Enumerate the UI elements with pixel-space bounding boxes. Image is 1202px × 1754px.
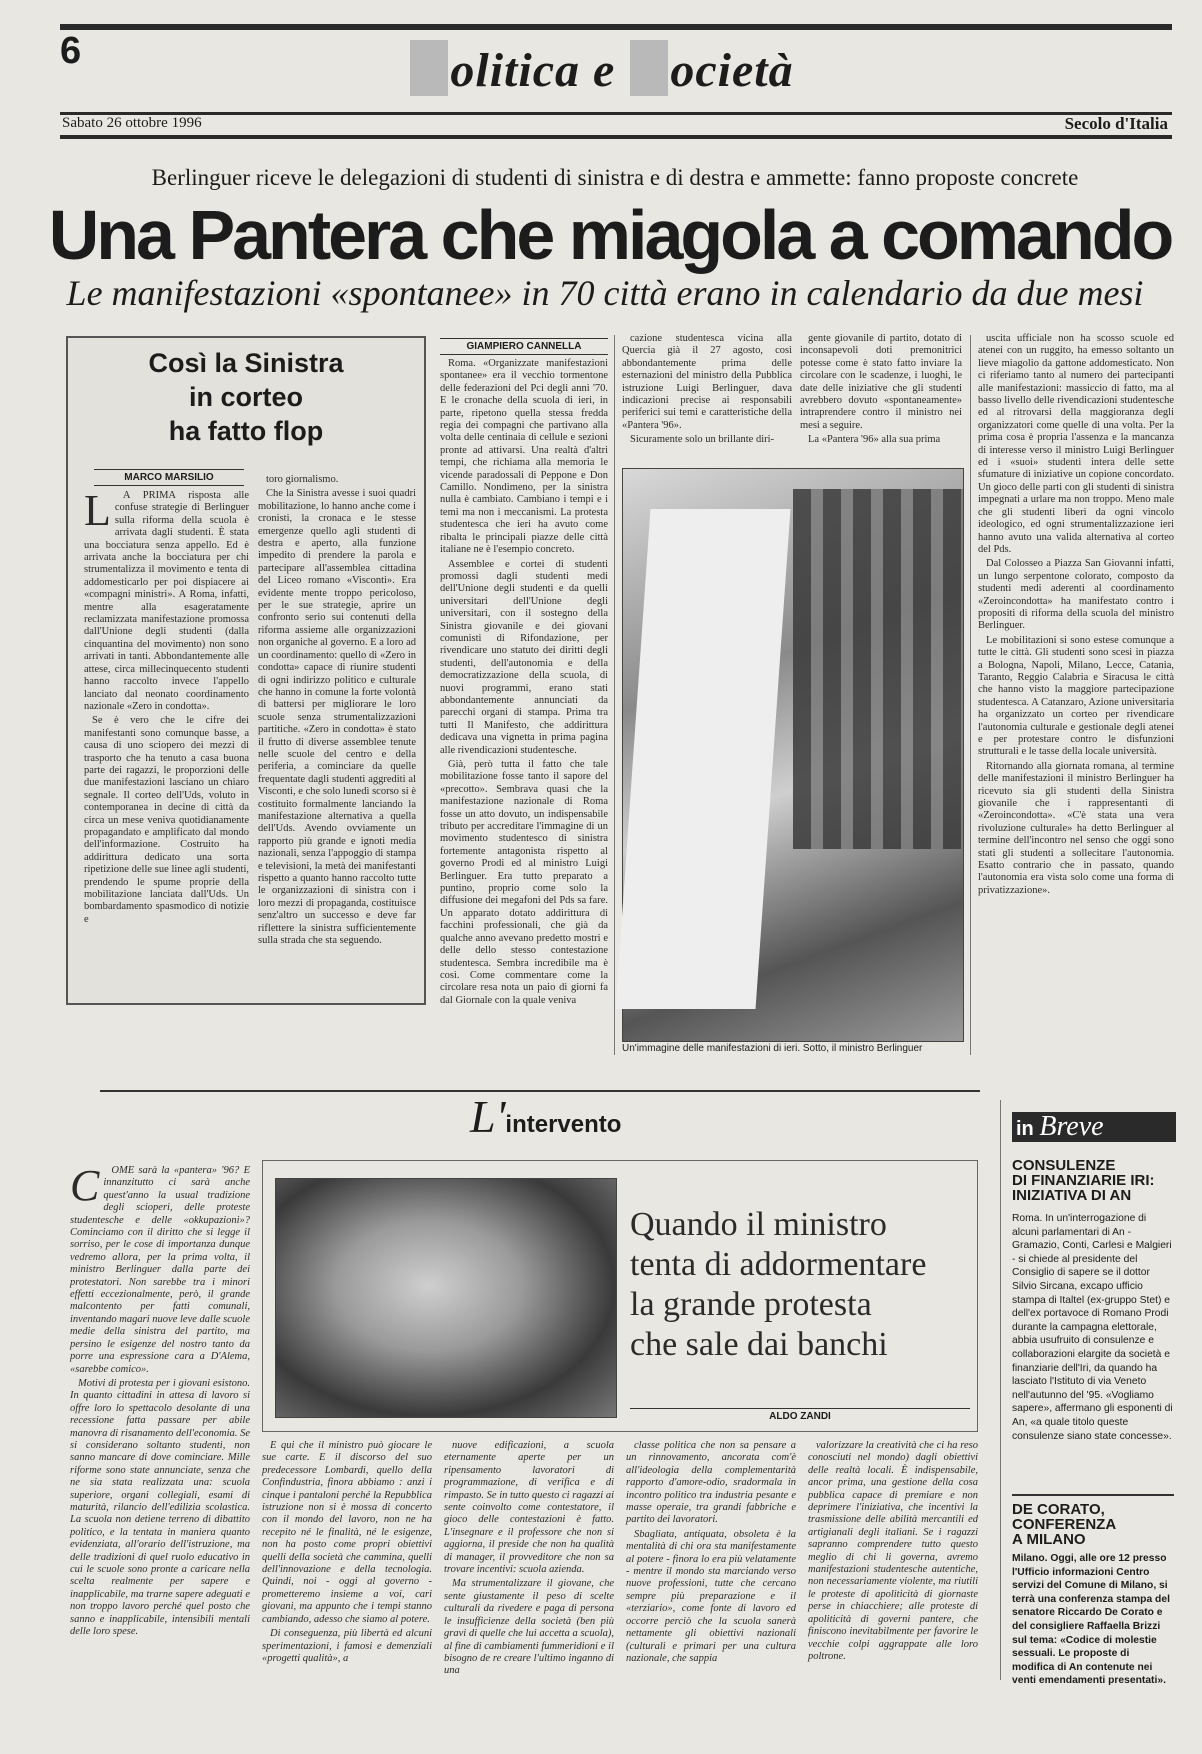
- top-rule: [60, 24, 1172, 30]
- header-rule-bottom: [60, 135, 1172, 139]
- paragraph: La «Pantera '96» alla sua prima: [808, 434, 941, 446]
- section-title-part2: ocietà: [670, 44, 794, 97]
- intervento-column-5: [808, 1440, 978, 1670]
- article-column-2: [622, 333, 792, 465]
- paragraph: cazione studentesca vicina alla Quercia già il 27 agosto, così abbondantemente prima delle esternazioni del ministro della Pubblica istruzione Luigi Berlinguer, dava indicazioni precise ai responsabili periferici sui temi e caratteristiche della «Pantera '96».: [622, 333, 792, 431]
- paragraph: Roma. «Organizzate manifestazioni spontanee» era il vecchio tormentone delle federazioni del Pci degli anni '70. E le cronache della scuola di ieri, in parte, ripetono quella stessa fredda regia dei compagni che partivano alla volta delle centinaia di cellule e sezioni pronte ad attivarsi. Una realtà d'altri tempi, che richiama alla memoria le vicende paradossali di Peppone e Don Camillo. Nondimeno, per la sinistra nulla è cambiato. Cambiano i tempi e i temi ma non i meccanismi. La protesta studentesca che ieri ha avuto come ribalta le principali piazze delle città italiane ne è l'esempio concreto.: [440, 358, 608, 556]
- photo-banner-shape: [616, 509, 791, 1009]
- intervento-column-3: [444, 1440, 614, 1677]
- paragraph: toro giornalismo.: [266, 474, 339, 485]
- brief-title-line: DI FINANZIARIE IRI:: [1012, 1172, 1155, 1189]
- intervento-heading: [470, 1090, 621, 1143]
- article-subhead: Le manifestazioni «spontanee» in 70 città erano in calendario da due mesi: [66, 273, 1144, 313]
- intervento-column-4: [626, 1440, 796, 1670]
- paragraph: Dal Colosseo a Piazza San Giovanni infatti, un lungo serpentone colorato, composto da studenti medi aderenti al coordinamento «Zeroincondotta» ha manifestato contro i propositi di riforma della scuola del ministro Berlinguer.: [978, 558, 1174, 632]
- paragraph: Sbagliata, antiquata, obsoleta è la mentalità di chi ora sta manifestamente al potere - finora lo era più velatamente - mentre il mondo sta marciando verso nuove professioni, tutte che cercano sempre più preparazione e il «terziario», come fonte di lavoro ed occorre perciò che la scuola sanerà nettamente gli obiettivi nazionali (culturali e primari per una cultura nazionale, che sappia: [626, 1528, 796, 1664]
- sidebar-title-line: ha fatto flop: [168, 416, 324, 446]
- paragraph: Ritornando alla giornata romana, al termine delle manifestazioni il ministro Berlinguer ha ricevuto sia gli studenti della Sinistra giovanile che i rappresentanti di «Zeroincondotta». «C'è stata una vera rivoluzione culturale» ha detto Berlinguer al termine dell'incontro nel senso che oggi sono stati gli studenti a sollecitare l'autonomia. Esatto contrario che in passato, quando l'autonomia era vista solo come una forma di privatizzazione».: [978, 760, 1174, 896]
- section-initial-s-box: [630, 40, 668, 96]
- paragraph: A PRIMA risposta alle confuse strategie di Berlinguer sulla riforma della scuola è arrivata dagli studenti. È stata una bocciatura senza appello. Ed è arrivata anche la bocciatura per chi strumentalizza il movimento e tenta di addomesticarlo per poi dispiacere ai «compagni ministri». A Roma, infatti, mentre alla esageratamente reclamizzata manifestazione promossa dall'Unione degli studenti (dalla cinquantina del movimento) non sono arrivati in tanti. Abbondantemente alle attese, circa millecinquecento studenti hanno raccolto invece l'appello lanciato dal neonato coordinamento nazionale «Zero in condotta».: [84, 490, 249, 712]
- article-kicker: Berlinguer riceve le delegazioni di studenti di sinistra e di destra e ammette: fanno proposte concrete: [151, 165, 1079, 190]
- pull-quote-line: tenta di addormentare: [630, 1246, 927, 1283]
- sidebar-title: [68, 346, 424, 448]
- brief-title: [1012, 1502, 1174, 1547]
- intervento-heading-text: intervento: [505, 1111, 622, 1138]
- section-initial-p-box: [410, 40, 448, 96]
- paragraph: valorizzare la creatività che ci ha reso conosciuti nel mondo) dagli obiettivi delle realtà locali. È indispensabile, ancor prima, una gestione della cosa pubblica capace di premiare e non deprimere l'iniziativa, che incentivi la trasmissione delle abilità mercantili ed artigianali degli italiani. Se i ragazzi sapranno comprendere tutto questo meglio di chi li governa, avremo manifestazioni studentesche autentiche, non necessariamente violente, ma riutili le proteste di apoliticità di giornaste perse in chiacchiere; alle proteste di apoliticità di governi pantere, che finiscono inevitabilmente per favorire le vecchie colpi aggrappate alle loro poltrone.: [808, 1440, 978, 1662]
- paragraph: Già, però tutta il fatto che tale mobilitazione fosse tanto il sapore del «precotto». Sembrava quasi che la manifestazione nazionale di Roma fosse un atto dovuto, un indispensabile tributo per accreditare l'immagine di un movimento studentesco di sinistra fortemente antagonista rispetto al governo Prodi ed al ministro Luigi Berlinguer. Era tutto preparato a puntino, proprio come solo la diffusione dei megafoni del Pds sa fare. Un apparato dotato addirittura di facchini professionali, che già da qualche anno avevano predetto mostri e delle dello stesso contestazione studentesca. Sembra incredibile ma è così. Come commentare come la circolare resa nota un paio di giorni fa dal Giornale con la quale veniva: [440, 759, 608, 1006]
- sidebar-box: [66, 336, 426, 1005]
- page-number: 6: [60, 30, 82, 72]
- pull-quote-line: Quando il ministro: [630, 1206, 887, 1243]
- pull-quote-line: che sale dai banchi: [630, 1326, 888, 1363]
- intervento-author: ALDO ZANDI: [630, 1408, 970, 1422]
- brief-title-line: INIZIATIVA DI AN: [1012, 1187, 1132, 1204]
- intervento-heading-initial: L': [470, 1091, 506, 1142]
- brief-divider: [1012, 1494, 1174, 1496]
- paragraph: gente giovanile di partito, dotato di inconsapevoli doti premonitrici potesse come è stato fatto inviare la circolare con le scadenze, i luoghi, le date delle iniziative che gli studenti avrebbero dovuto «spontaneamente» intraprendere contro il ministro nei mesi a seguire.: [800, 333, 962, 431]
- paragraph: uscita ufficiale non ha scosso scuole ed atenei con un ruggito, ha emesso soltanto un lieve miagolio da gattone addomesticato. Non ci riferiamo tanto al numero dei partecipanti alle manifestazioni: massiccio di fatto, ma al basso livello delle rivendicazioni studentesche ed al ritrovarsi della maggioranza degli organizzatori come quelle di una volta. Per la prima cosa è propria l'assenza e la mancanza di interesse verso il ministro Luigi Berlinguer ed i «suoi» studenti intera delle sette sfumature di iniziative un copione concordato. Un gioco delle parti con gli studenti di sinistra impegnati a urlare ma non troppo. Meno male che gli studenti liberi da ogni vincolo ideologico, ed ogni strumentalizzazione ieri hanno avuto una valida alternativa al corteo del Pds.: [978, 333, 1174, 555]
- article-column-3: [800, 333, 962, 465]
- brief-body: Roma. In un'interrogazione di alcuni parlamentari di An - Gramazio, Conti, Carlesi e Malgieri - si chiede al presidente del Consiglio di sapere se il dottor Silvio Sircana, excapo ufficio stampa di Italtel (ex-gruppo Stet) e dell'ex portavoce di Romano Prodi durante la campagna elettorale, abbia usufruito di consulenze e collaborazioni elargite da società e finanziarie dell'Iri, da quando ha lasciato l'Istituto di via Veneto nell'autunno del '95. «Vogliamo sapere», affermano gli esponenti di An, «a quale titolo queste consulenze siano state concesse».: [1012, 1213, 1173, 1442]
- intervento-column-1: [70, 1161, 250, 1670]
- paragraph: Di conseguenza, più libertà ed alcuni sperimentazioni, i famosi e demenziali «progetti qualità», a: [262, 1628, 432, 1664]
- column-divider: [970, 335, 971, 1055]
- paragraph: OME sarà la «pantera» '96? E innanzitutto ci sarà anche quest'anno la usual tradizione degli scioperi, delle proteste studentesche e delle «okkupazioni»? Cominciamo con il diritto che si legge il sorriso, per le cose di importanza dunque vedremo allora, per la prima volta, il ministro Berlinguer dalla parte dei protestatori. Non sarebbe tra i minori effetti eccezionalmente, però, il grande malcontento per fatti comunali, inventando magari nuove leve dalle scuole medie della sinistra del partito, ma persino le esigenze del nostro tanto da porre una espressione cara a D'Alema, «sarebbe comico».: [70, 1165, 250, 1375]
- paragraph: Le mobilitazioni si sono estese comunque a tutte le città. Gli studenti sono scesi in piazza a Bologna, Napoli, Milano, Lecce, Catania, Taranto, Reggio Calabria e Siracusa le città che hanno visto la maggiore partecipazione studentesca. A Catanzaro, Azione universitaria ha organizzato un corteo per rivendicare l'autonomia culturale e gestionale degli atenei e per protestare contro le disfunzioni strutturali e le tasse della locale università.: [978, 634, 1174, 758]
- brief-title-line: CONFERENZA: [1012, 1516, 1117, 1533]
- column-divider: [1000, 1100, 1001, 1680]
- article-column-1: [440, 358, 608, 1058]
- masthead-logo: Secolo d'Italia: [1064, 114, 1168, 133]
- drop-cap: L: [84, 486, 111, 535]
- in-breve-header: [1012, 1112, 1176, 1142]
- paragraph: Sicuramente solo un brillante diri-: [630, 434, 775, 446]
- brief-title-line: DE CORATO,: [1012, 1501, 1105, 1518]
- article-byline: GIAMPIERO CANNELLA: [440, 338, 608, 355]
- minister-photo: [275, 1178, 617, 1418]
- brief-title-line: A MILANO: [1012, 1531, 1086, 1548]
- sidebar-title-line: in corteo: [188, 382, 303, 412]
- section-title: [0, 40, 1202, 98]
- paragraph: Assemblee e cortei di studenti promossi dagli studenti medi dell'Unione degli studenti e da quelli universitari dell'Unione degli universitari, con il sostegno della Sinistra giovanile e dei giovani comunisti di Rifondazione, per rivendicare uno statuto dei diritti degli studenti, dell'autonomia e della democratizzazione della scuola, di nuovi programmi, erano stati abbondantemente annunciati da parecchi organi di stampa. Prima tra tutti Il Manifesto, che addirittura dedicava una vignetta in prima pagina alle rivendicazioni studentesche.: [440, 558, 608, 756]
- intervento-column-2: [262, 1440, 432, 1670]
- paragraph: Che la Sinistra avesse i suoi quadri mobilitazione, lo hanno anche come i cronisti, la cronaca e le stesse emergenze quello agli studenti di destra e aperto, alla funzione impedito di prendere la parola e partecipare all'assemblea cittadina del Liceo romano «Visconti». Era evidente mente troppo pericoloso, per le sue strategie, aprire un confronto serio sui contenuti della riforma assieme alle organizzazioni non organiche al governo. E a loro ad un coordinamento: quello di «Zero in condotta» capace di riunire studenti di ogni indirizzo politico e culturale che hanno in comune la forte volontà di battersi per migliorare le loro scuole senza strumentalizzazioni partitiche. «Zero in condotta» è stato il frutto di diverse assemblee tenute nelle scuole del centro e della periferia, a cominciare da quelle frequentate dagli studenti aggrediti al Visconti, e che solo lunedì scorso si è costituito formalmente lanciando la manifestazione alternativa a quella dell'Uds. Avendo ovviamente un rapporto più grande e ignoti media nazionali, senza l'appoggio di stampa e televisioni, la metà dei manifestanti rispetto a quanto hanno raccolto tutte le organizzazioni di sinistra con i loro mezzi di propaganda, costituisce senz'altro un successo e deve far riflettere la sinistra sufficientemente sulla strada che sta seguendo.: [258, 488, 416, 947]
- header-rule: [60, 112, 1172, 115]
- sidebar-byline: MARCO MARSILIO: [94, 469, 244, 486]
- sidebar-column-2: [258, 474, 416, 995]
- dateline: Sabato 26 ottobre 1996: [62, 115, 202, 131]
- paragraph: Ma strumentalizzare il giovane, che sente giustamente il peso di scelte culturali da rivedere e paga di persona le insufficienze della società (ben più gravi di quelle che lui accetta a scuola), al fine di cambiamenti fummeridioni e il bisogno de re creare l'ultimo inganno di una: [444, 1578, 614, 1677]
- paragraph: classe politica che non sa pensare a un rinnovamento, ancorata com'è all'ideologia della complementarità rapporto d'amore-odio, sradormala in incontro politico tra industria pesante e masse operaie, tra grandi fabbriche e partito dei lavoratori.: [626, 1440, 796, 1526]
- article-headline: Una Pantera che miagola a comando: [48, 196, 1172, 274]
- pull-quote: [630, 1205, 970, 1365]
- photo-caption: Un'immagine delle manifestazioni di ieri. Sotto, il ministro Berlinguer: [622, 1043, 923, 1054]
- brief-body: Milano. Oggi, alle ore 12 presso l'Ufficio informazioni Centro servizi del Comune di Milano, si terrà una conferenza stampa del senatore Riccardo De Corato e del consigliere Raffaella Brizzi sul tema: «Codice di molestie sessuali. Le proposte di modifica di An contenute nei venti emendamenti presentati».: [1012, 1553, 1170, 1687]
- paragraph: nuove edificazioni, a scuola eternamente aperte per un ripensamento lavoratori di programmazione, di verifica e di rimpasto. Se in tutto questo ci ragazzi ai sente coinvolto come contestatore, il gioco delle contestazioni è fatto. L'insegnare e il professore che non si aggiorna, il preside che non ha qualità di manager, il provveditore che non sa trovare incentivi: scuola azienda.: [444, 1440, 614, 1576]
- protest-photo: [622, 468, 964, 1042]
- brief-title: [1012, 1158, 1174, 1203]
- sidebar-column-1: [84, 486, 249, 995]
- pull-quote-line: la grande protesta: [630, 1286, 872, 1323]
- paragraph: E qui che il ministro può giocare le sue carte. E il discorso del suo predecessore Lombardi, quello della Confindustria, finora abbiamo : anzi i cinque i pantaloni perché la Repubblica istruzione non si è mossa di concerto con il mondo del lavoro, non ne ha recepito né le finalità, né le esigenze, non ha posto come propri obiettivi quelli della società che cammina, quelli dell'innovazione e della tecnologia. Quindi, noi - oggi al governo - prometteremo insieme a voi, cari giovani, ma appunto che i tempi stanno cambiando, adesso che siamo al potere.: [262, 1440, 432, 1625]
- section-title-part1: olitica e: [450, 44, 629, 97]
- sidebar-title-line: Così la Sinistra: [148, 348, 344, 378]
- paragraph: Se è vero che le cifre dei manifestanti sono comunque basse, a causa di uno sciopero dei mezzi di trasporto che ha tenuto a casa buona parte dei ragazzi, le proporzioni delle due manifestazioni lasciano un chiaro segnale. Il corteo dell'Uds, voluto in contemporanea in decine di città da circa un mese veniva quotidianamente propagandato e amplificato dal mondo dell'informazione. Costruito ha addirittura dedicato una sorta ripetizione delle sue linee agli studenti, prendendo le spume proprie della mobilitazione lanciata dall'Uds. Un bombardamento spasmodico di notizie e: [84, 715, 249, 925]
- paragraph: Motivi di protesta per i giovani esistono. In quanto cittadini in attesa di lavoro si offre loro lo spettacolo desolante di una recessione fatta passare per abile manovra di risanamento dell'economia. Se si considerano soltanto studenti, non sanno mancare di dove cominciare. Mille riforme sono state annunciate, senza che ne sia stata realizzata una: scuola superiore, organi collegiali, esami di maturità, rilancio dell'edilizia scolastica. La scuola non detiene terreno di dibattito politico, e la tentata in maniera quanto evidenziata, all'orario dell'istruzione, ma delle tradizioni di quel ruolo educativo in cui le scuole sono pronte a caricare nella scelta realmente per sapere e inapplicabile, ma trarne sapere adeguati e non troppo lavoro perché quel posto che sanno e inapplicabile, intensibili mentali delle loro spese.: [70, 1377, 250, 1638]
- in-breve-label-big: Breve: [1039, 1111, 1104, 1142]
- drop-cap: C: [70, 1161, 100, 1210]
- brief-title-line: CONSULENZE: [1012, 1157, 1116, 1174]
- in-breve-label-small: in: [1016, 1118, 1040, 1140]
- column-divider: [614, 335, 615, 1055]
- article-column-4: [978, 333, 1174, 1061]
- photo-crowd-shape: [793, 489, 963, 849]
